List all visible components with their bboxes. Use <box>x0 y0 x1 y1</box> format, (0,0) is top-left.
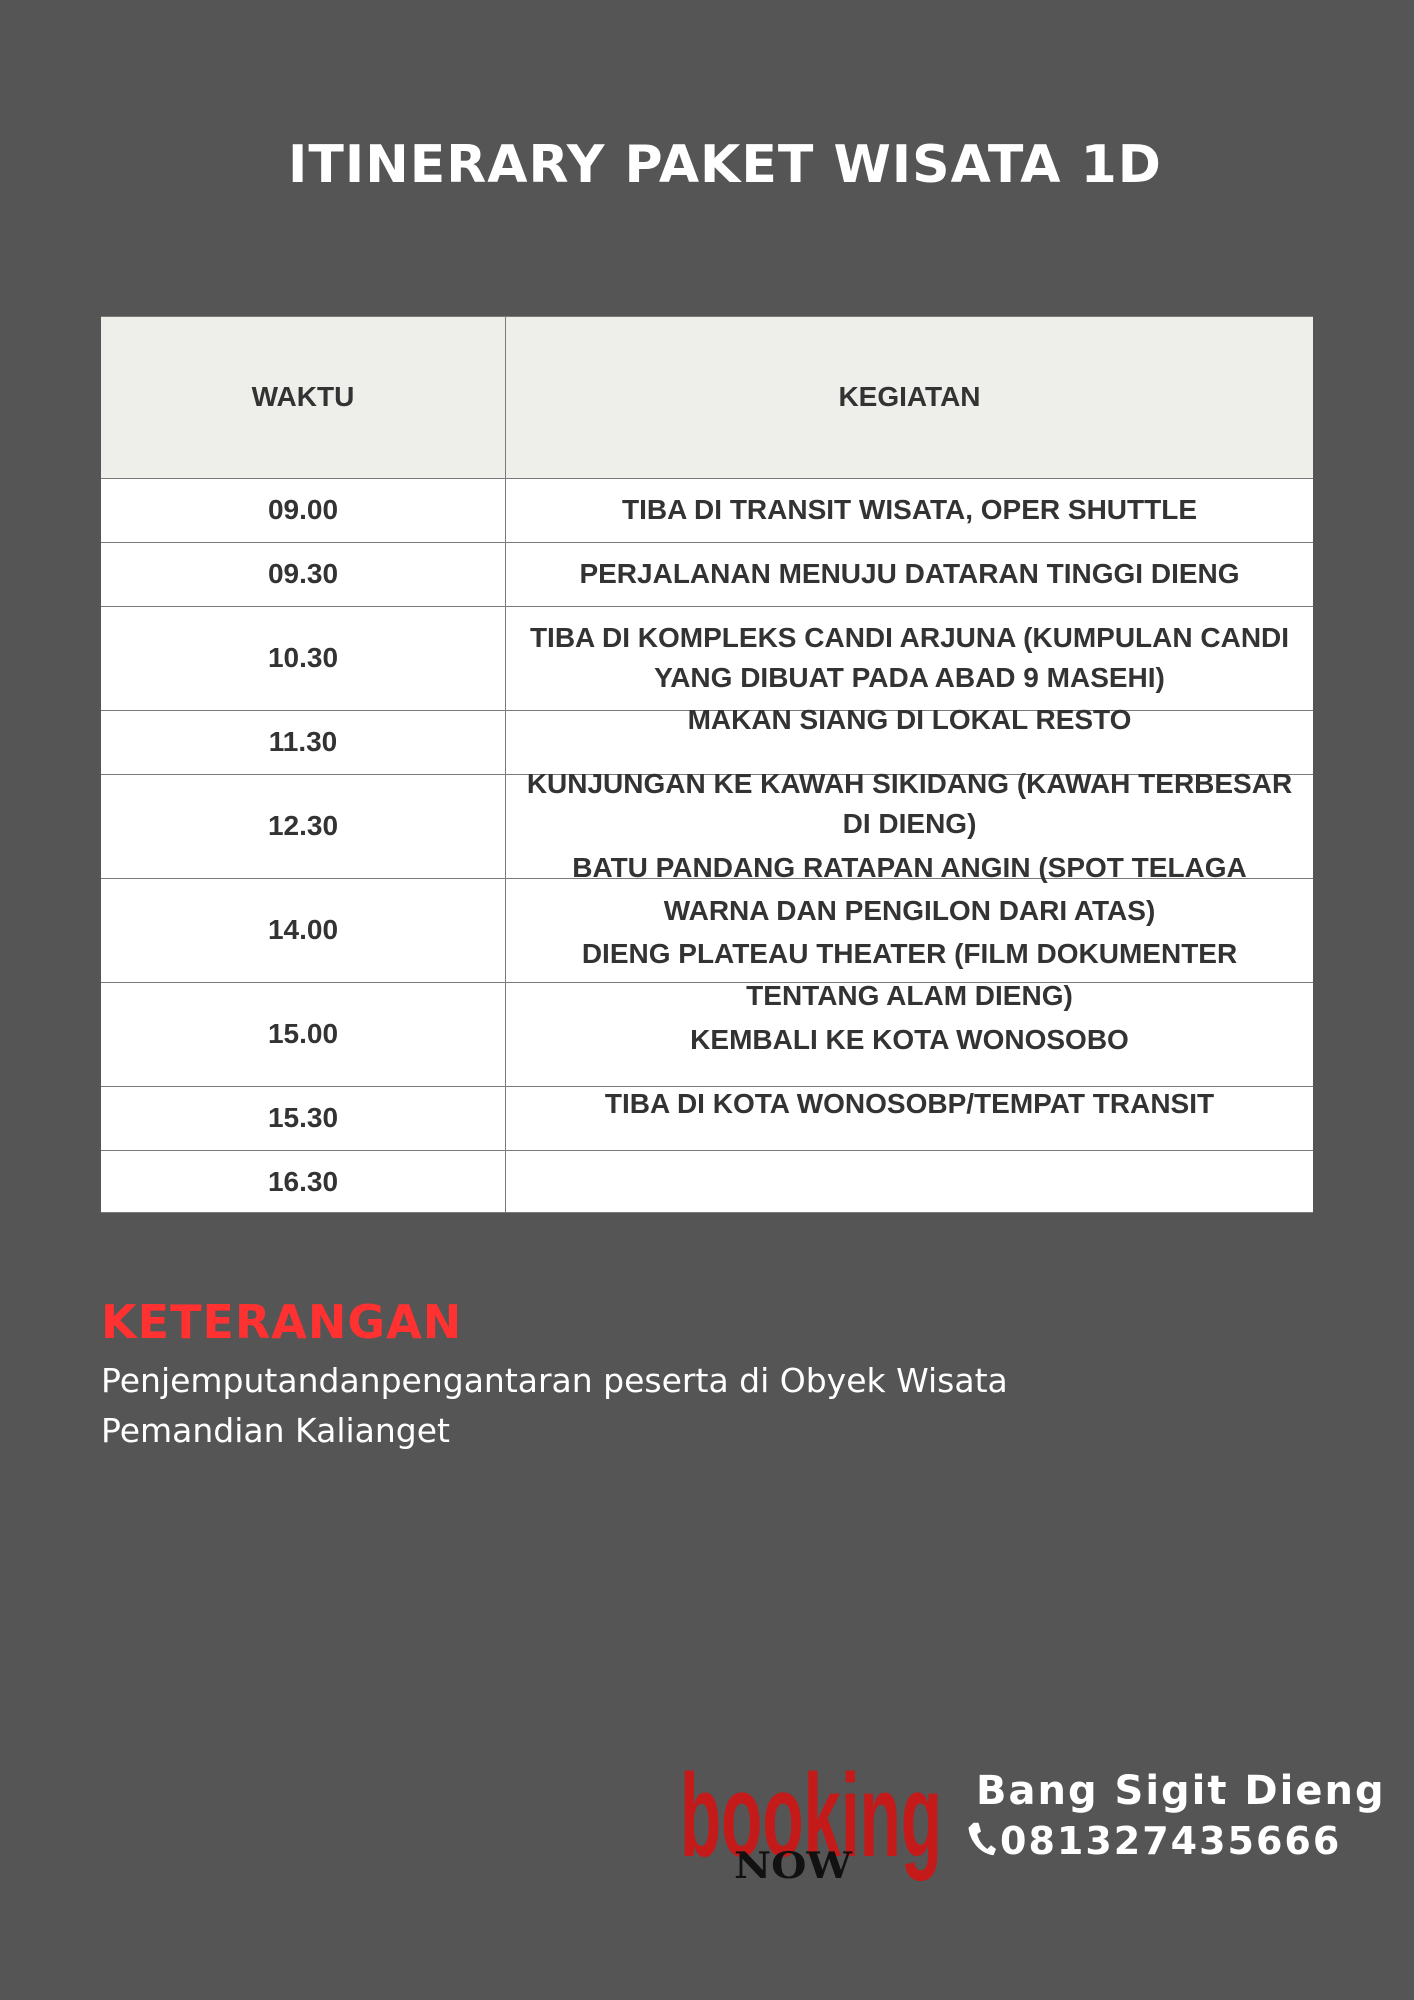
time-cell: 16.30 <box>267 1166 339 1197</box>
time-cell: 10.30 <box>267 642 339 673</box>
header-waktu: WAKTU <box>251 381 355 412</box>
phone-icon <box>966 1820 996 1858</box>
time-cell: 12.30 <box>267 810 339 841</box>
activity-cell: DI DIENG) <box>842 808 977 839</box>
activity-cell: DIENG PLATEAU THEATER (FILM DOKUMENTER <box>581 938 1238 969</box>
table-border-top <box>101 316 1313 317</box>
activity-cell: YANG DIBUAT PADA ABAD 9 MASEHI) <box>654 662 1165 693</box>
keterangan-heading: KETERANGAN <box>101 1295 463 1349</box>
activity-cell: KUNJUNGAN KE KAWAH SIKIDANG (KAWAH TERBESAR <box>526 768 1293 799</box>
time-cell: 09.30 <box>267 558 339 589</box>
page-title: ITINERARY PAKET WISATA 1D <box>288 135 1162 195</box>
activity-cell: MAKAN SIANG DI LOKAL RESTO <box>687 704 1132 735</box>
table-divider <box>101 606 1313 607</box>
itinerary-table <box>101 316 1313 1213</box>
table-border-bottom <box>101 1212 1313 1213</box>
activity-cell: PERJALANAN MENUJU DATARAN TINGGI DIENG <box>579 558 1240 589</box>
keterangan-line: Penjemputandanpengantaran peserta di Obyek Wisata <box>101 1361 1008 1400</box>
table-divider <box>101 542 1313 543</box>
booking-now-logo <box>676 1752 976 1887</box>
activity-cell: BATU PANDANG RATAPAN ANGIN (SPOT TELAGA <box>572 852 1247 883</box>
contact-phone <box>966 1815 1341 1867</box>
table-divider <box>101 478 1313 479</box>
table-divider <box>101 1150 1313 1151</box>
activity-cell: TIBA DI KOTA WONOSOBP/TEMPAT TRANSIT <box>604 1088 1215 1119</box>
contact-name: Bang Sigit Dieng <box>976 1768 1386 1814</box>
keterangan-line: Pemandian Kalianget <box>101 1411 450 1450</box>
time-cell: 15.00 <box>267 1018 339 1049</box>
time-cell: 14.00 <box>267 914 339 945</box>
time-cell: 11.30 <box>268 726 338 757</box>
activity-cell: TENTANG ALAM DIENG) <box>746 980 1073 1011</box>
header-kegiatan: KEGIATAN <box>838 381 981 412</box>
activity-cell: TIBA DI KOMPLEKS CANDI ARJUNA (KUMPULAN CANDI <box>529 622 1290 653</box>
booking-logo-word: booking <box>680 1752 942 1882</box>
keterangan-text <box>101 1356 1201 1456</box>
now-logo-word: NOW <box>734 1845 853 1887</box>
time-cell: 09.00 <box>267 494 339 525</box>
phone-number: 081327435666 <box>1000 1819 1342 1863</box>
activity-cell: KEMBALI KE KOTA WONOSOBO <box>690 1024 1129 1055</box>
activity-cell: TIBA DI TRANSIT WISATA, OPER SHUTTLE <box>621 494 1197 525</box>
activity-cell: WARNA DAN PENGILON DARI ATAS) <box>663 895 1156 926</box>
time-cell: 15.30 <box>267 1102 339 1133</box>
